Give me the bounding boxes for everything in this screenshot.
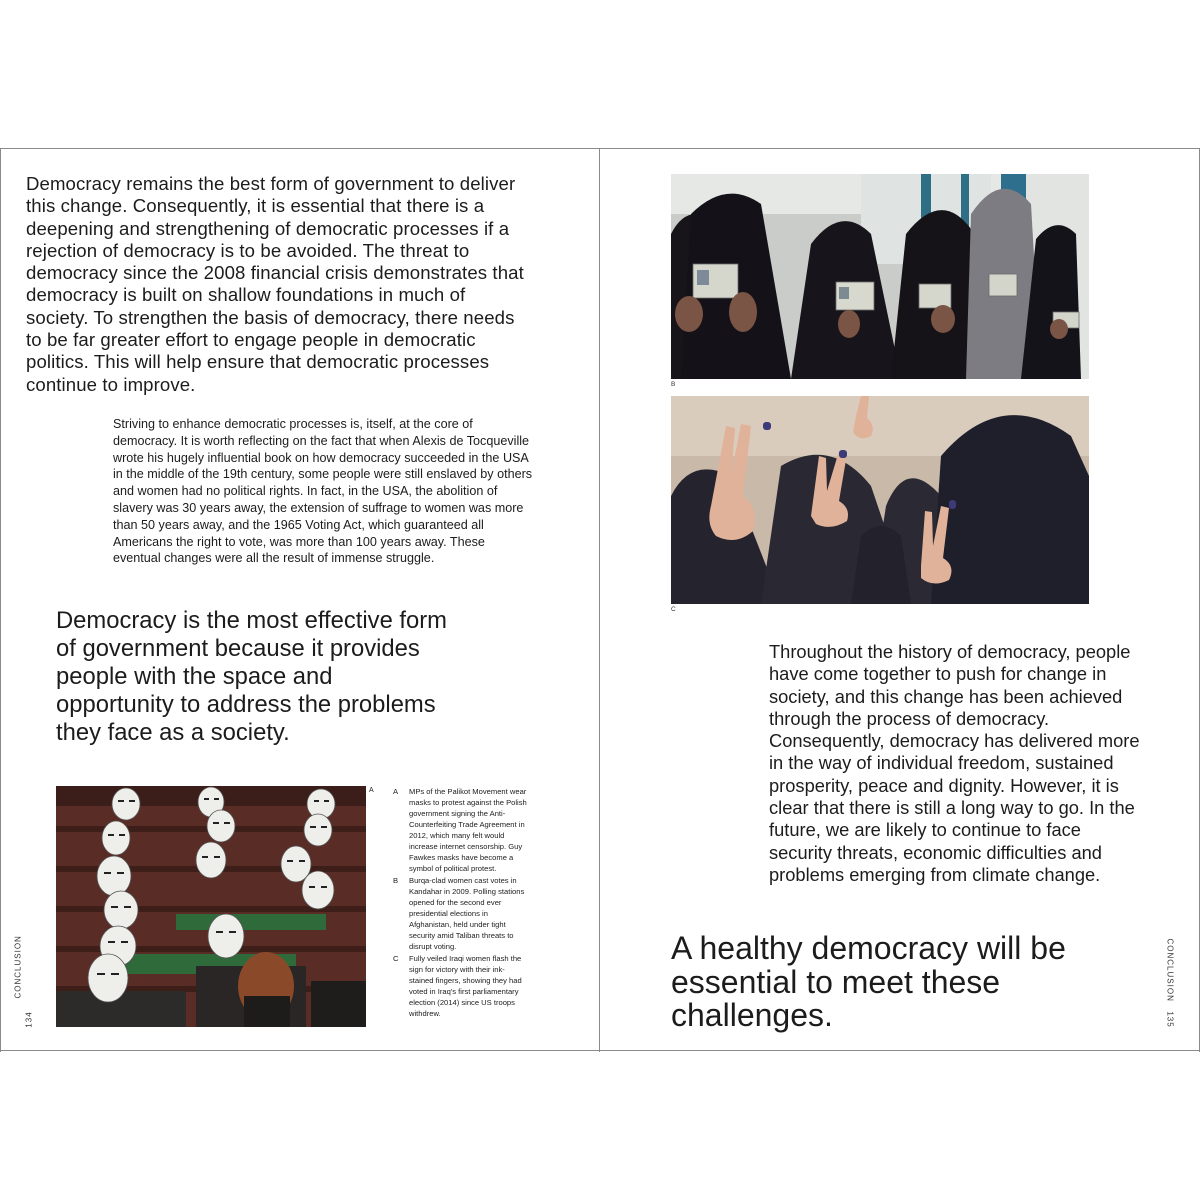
caption-key: C xyxy=(393,954,399,963)
closing-statement: A healthy democracy will be essential to meet these challenges. xyxy=(671,930,1066,1033)
page-number-left: 134 xyxy=(24,1011,34,1028)
iraqi-voters-photo xyxy=(671,396,1089,604)
caption-a xyxy=(393,786,528,874)
caption-text: Burqa-clad women cast votes in Kandahar in 2009. Polling stations opened for the second ever presidential elections in Afghanistan, held under tight security amid Taliban threats to disrupt voting. xyxy=(409,876,525,951)
right-page xyxy=(600,149,1200,1052)
book-spread xyxy=(0,148,1200,1051)
caption-text: MPs of the Palikot Movement wear masks to protest against the Polish government signing the Anti-Counterfeiting Trade Agreement in 2012, which many felt would increase internet censorship. Guy Fawkes masks have become a symbol of political protest. xyxy=(409,787,527,873)
image-b-label: B xyxy=(671,381,676,388)
pull-quote: Democracy is the most effective form of government because it provides people with the space and opportunity to address the problems they face as a society. xyxy=(56,607,448,746)
page-number-right: 135 xyxy=(1165,1011,1175,1028)
lede-paragraph: Democracy remains the best form of government to deliver this change. Consequently, it is essential that there is a deepening and strengthening of democratic processes if a rejection of democracy is to be avoided. The threat to democracy since the 2008 financial crisis demonstrates that democracy is built on shallow foundations in much of society. To strengthen the basis of democracy, there needs to be far greater effort to engage people in democratic politics. This will help ensure that democratic processes continue to improve. xyxy=(26,173,524,395)
caption-text: Fully veiled Iraqi women flash the sign for victory with their ink-stained fingers, showing they had voted in Iraq's first parliamentary election (2014) since US troops withdrew. xyxy=(409,954,522,1018)
image-c-label: C xyxy=(671,606,676,613)
afghan-voters-photo xyxy=(671,174,1089,379)
caption-list xyxy=(393,786,528,1020)
caption-key: A xyxy=(393,787,399,796)
parliament-mask-photo xyxy=(56,786,366,1027)
caption-key: B xyxy=(393,876,399,885)
left-page xyxy=(0,149,600,1052)
body-paragraph: Throughout the history of democracy, people have come together to push for change in society, and this change has been achieved through the process of democracy. Consequently, democracy has delivered more in the way of individual freedom, sustained prosperity, peace and dignity. However, it is clear that there is still a long way to go. In the future, we are likely to continue to face security threats, economic difficulties and problems emerging from climate change. xyxy=(769,641,1140,885)
caption-c xyxy=(393,953,528,1019)
image-a-marker: A xyxy=(369,787,374,794)
caption-b xyxy=(393,875,528,952)
body-paragraph: Striving to enhance democratic processes is, itself, at the core of democracy. It is worth reflecting on the fact that when Alexis de Tocqueville wrote his hugely influential book on how democracy succeeded in the USA in the middle of the 19th century, some people were still enslaved by others and women had no political rights. In fact, in the USA, the abolition of slavery was 30 years away, the extension of suffrage to women was more than 50 years away, and the 1965 Voting Act, which guaranteed all Americans the right to vote, was more than 100 years away. These eventual changes were all the result of immense struggle. xyxy=(113,417,533,566)
section-label-left: CONCLUSION xyxy=(13,935,23,999)
section-label-right: CONCLUSION xyxy=(1165,938,1175,1002)
